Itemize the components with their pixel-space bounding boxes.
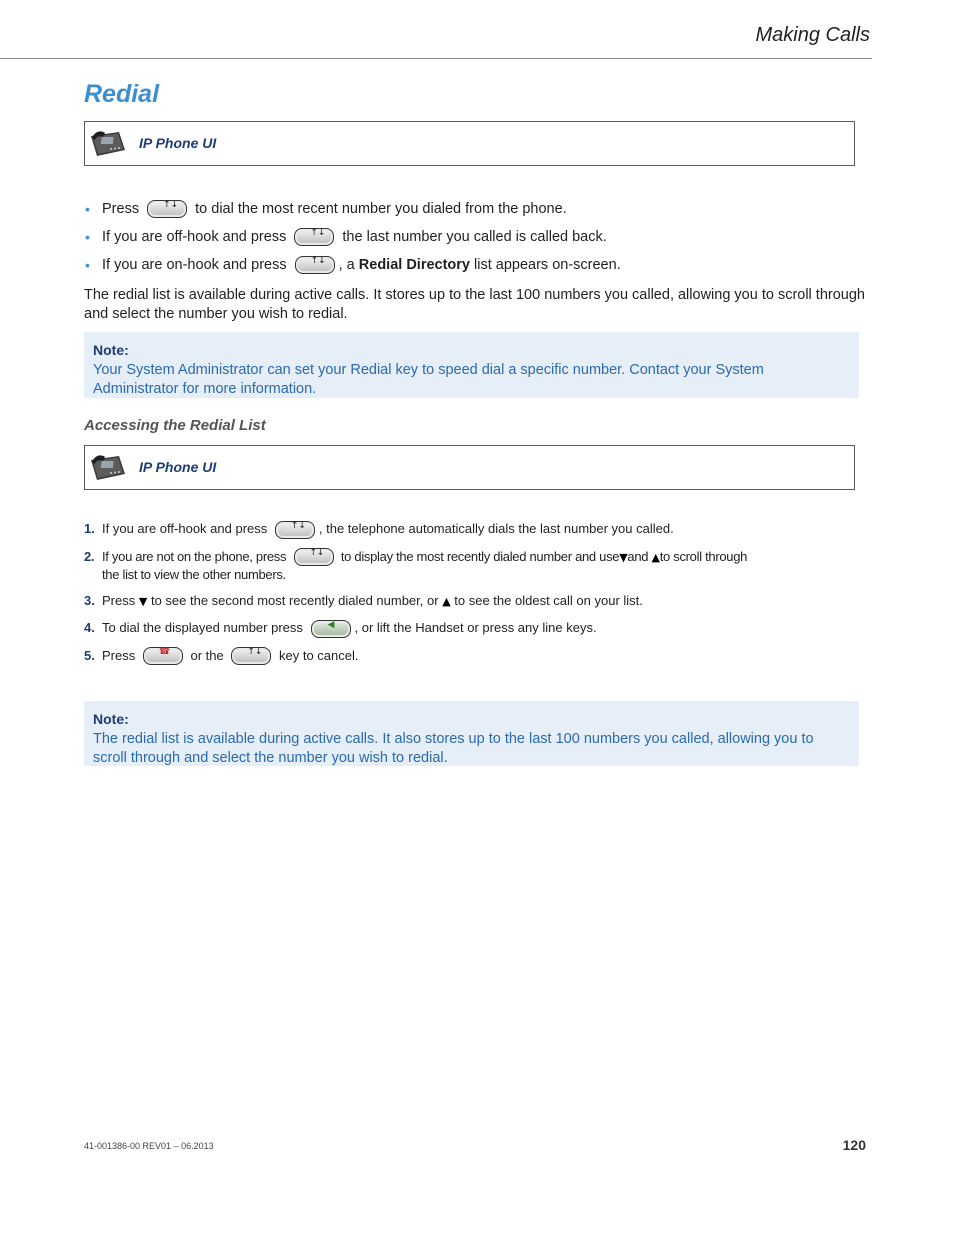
bullet-text: Press bbox=[102, 201, 140, 217]
step-text: , the telephone automatically dials the last number you called. bbox=[318, 521, 674, 536]
step-text: to see the oldest call on your list. bbox=[454, 593, 643, 609]
list-item bbox=[84, 520, 874, 539]
ip-phone-ui-box bbox=[84, 445, 855, 490]
speaker-key-icon: ◀ bbox=[311, 620, 351, 638]
note-body: The redial list is available during active calls. It also stores up to the last 100 numbers you called, allowing you to scroll through and select the number you wish to redial. bbox=[93, 731, 814, 766]
step-number: 1. bbox=[84, 521, 95, 536]
steps-list bbox=[84, 520, 874, 674]
step-text: the list to view the other numbers. bbox=[102, 567, 286, 583]
list-item bbox=[84, 226, 884, 254]
redial-key-icon: ↑↓ bbox=[294, 228, 334, 246]
redial-directory-term: Redial Directory bbox=[358, 257, 470, 273]
goodbye-key-icon: ☎ bbox=[143, 647, 183, 665]
step-text: , or lift the Handset or press any line keys. bbox=[354, 620, 597, 636]
note-title: Note: bbox=[93, 342, 129, 358]
header-divider bbox=[0, 58, 872, 59]
bullet-list bbox=[84, 198, 884, 282]
step-text: and bbox=[627, 548, 649, 564]
section-header: Making Calls bbox=[755, 24, 870, 46]
page-number: 120 bbox=[842, 1137, 866, 1153]
up-arrow-icon: ▲ bbox=[651, 550, 660, 564]
step-text: or the bbox=[190, 647, 224, 663]
step-text: to see the second most recently dialed number, or bbox=[150, 593, 439, 609]
list-item bbox=[84, 592, 874, 610]
bullet-text: the last number you called is called back. bbox=[342, 229, 607, 245]
ip-phone-ui-label: IP Phone UI bbox=[139, 135, 217, 151]
bullet-icon: • bbox=[85, 201, 90, 217]
step-text: To dial the displayed number press bbox=[102, 620, 303, 636]
ip-phone-ui-label: IP Phone UI bbox=[139, 459, 217, 475]
bullet-text: to dial the most recent number you dialed from the phone. bbox=[195, 201, 567, 217]
note-box bbox=[84, 701, 859, 766]
step-number: 3. bbox=[84, 593, 95, 609]
ip-phone-icon bbox=[89, 452, 127, 482]
section-subheading: Accessing the Redial List bbox=[84, 417, 266, 434]
redial-key-icon: ↑↓ bbox=[231, 647, 271, 665]
redial-key-icon: ↑↓ bbox=[294, 548, 334, 566]
ip-phone-ui-box bbox=[84, 121, 855, 166]
page-title: Redial bbox=[84, 80, 160, 108]
step-text: to scroll through bbox=[659, 548, 748, 564]
ip-phone-icon bbox=[89, 128, 127, 158]
list-item bbox=[84, 254, 884, 282]
bullet-text: If you are off-hook and press bbox=[102, 229, 287, 245]
bullet-text: list appears on-screen. bbox=[474, 257, 621, 273]
step-text: key to cancel. bbox=[278, 647, 359, 663]
step-text: Press bbox=[102, 647, 136, 663]
bullet-icon: • bbox=[85, 257, 90, 273]
redial-key-icon: ↑↓ bbox=[275, 521, 315, 539]
step-text: If you are off-hook and press bbox=[102, 521, 268, 536]
step-number: 5. bbox=[84, 647, 95, 663]
body-paragraph: The redial list is available during active calls. It stores up to the last 100 numbers you called, allowing you to scroll through and select the number you wish to redial. bbox=[84, 287, 865, 322]
down-arrow-icon: ▼ bbox=[619, 550, 628, 564]
list-item bbox=[84, 548, 874, 584]
redial-key-icon: ↑↓ bbox=[295, 256, 335, 274]
step-text: Press bbox=[102, 593, 136, 609]
note-title: Note: bbox=[93, 711, 129, 727]
list-item bbox=[84, 619, 874, 638]
bullet-icon: • bbox=[85, 229, 90, 245]
note-body: Your System Administrator can set your Redial key to speed dial a specific number. Contact your System Administrator for more information. bbox=[93, 362, 764, 397]
up-arrow-icon: ▲ bbox=[442, 595, 451, 609]
list-item bbox=[84, 198, 884, 226]
note-box bbox=[84, 332, 859, 398]
down-arrow-icon: ▼ bbox=[138, 595, 148, 609]
bullet-text: , a bbox=[338, 257, 355, 273]
footer-document-id: 41-001386-00 REV01 – 06.2013 bbox=[84, 1141, 214, 1151]
step-number: 4. bbox=[84, 620, 95, 636]
step-text: If you are not on the phone, press bbox=[102, 548, 287, 564]
step-number: 2. bbox=[84, 548, 95, 564]
list-item bbox=[84, 647, 874, 666]
bullet-text: If you are on-hook and press bbox=[102, 257, 287, 273]
step-text: to display the most recently dialed number and use bbox=[340, 548, 620, 564]
redial-key-icon: ↑↓ bbox=[147, 200, 187, 218]
